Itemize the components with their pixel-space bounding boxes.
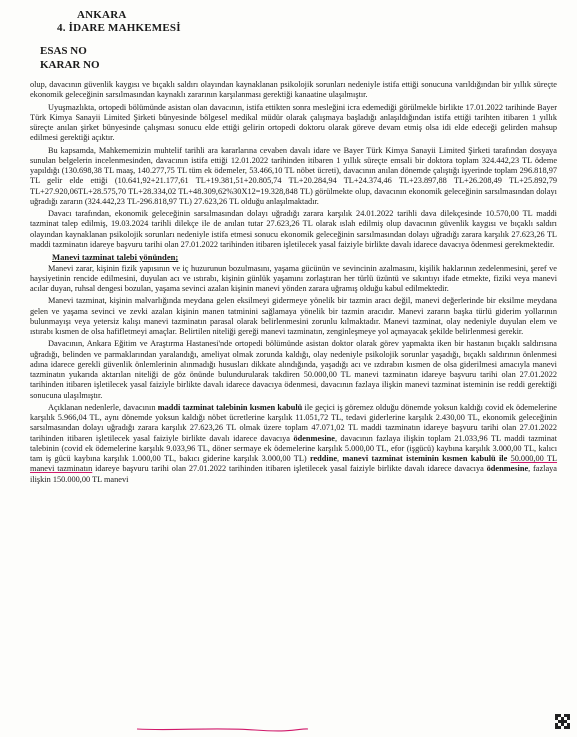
paragraph: Bu kapsamda, Mahkememizin muhtelif tarihli ara kararlarına cevaben davalı idare ve Bayer Türk Kimya Sanayii Limited Şirketi tarafından dosyaya sunulan belgelerin incelenmesinden, davacının istifa ettiği 12.01.2022 tarihinden itibaren 1 yıllık süreçte emsali bir doktora toplam 324.442,23 TL ödeme yapıldığı (130.698,38 TL maaş, 140.277,75 TL tüm ek ödemeler, 53.466,10 TL nöbet ücreti), davacının anılan dönemde çalıştığı işyerinde toplam 296.818,97 TL gelir elde ettiği (10.641,92+21.177,61 TL+19.381,51+20.805,74 TL+20.284,94 TL+24.374,46 TL+23.897,88 TL+26.208,49 TL+25.892,79 TL+27.920,06TL+28.575,70 TL+28.334,02 TL+48.309,62%30X12=19.328,848 TL) görülmekte olup, davacının ekonomik geleceğinin sarsılmasından dolayı uğradığı zararın (324.442,23 TL-296.818,97 TL) 27.623,26 TL olduğu anlaşılmaktadır. <box>30 145 557 206</box>
verdict-text: Açıklanan nedenlerle, davacının <box>48 402 158 412</box>
paragraph: Davacının, Ankara Eğitim ve Araştırma Hastanesi'nde ortopedi bölümünde asistan doktor olarak görev yapmakta iken bir hastanın bıçaklı saldırısına uğradığı, belinden ve parmaklarından yaralandığı, ameliyat olmak zorunda kaldığı, olay nedeniyle psikolojik sorunlar yaşadığı, bıçaklı saldırının önlenmesi adına idarece gerekli güvenlik önlemlerinin alınmadığı hususları dikkate alındığında, yaşadığı acı ve ızdırabın kısmen de olsa giderilmesi amacıyla manevi tazminatın yukarıda aktarılan niteliği de göz önünde bulundurularak takdiren 50.000,00 TL manevi tazminatın idareye başvuru tarihi olan 27.01.2022 tarihinden itibaren işletilecek yasal faiziyle birlikte davalı idarece davacıya ödenmesi, davacının fazlaya ilişkin manevi tazminat isteminin ise reddi gerektiği sonucuna ulaşılmıştır. <box>30 339 557 400</box>
handwritten-underline <box>135 726 310 732</box>
section-title: Manevi tazminat talebi yönünden; <box>52 252 179 262</box>
city-name: ANKARA <box>77 9 127 21</box>
verdict-text: , fazlaya ilişkin 150.000,00 TL manevi <box>30 464 557 484</box>
verdict-bold-text: ödenmesine <box>486 464 529 474</box>
court-header <box>57 9 181 35</box>
verdict-bold-text: manevi tazminat isteminin kısmen kabulü ile <box>342 454 508 463</box>
paragraph: Manevi tazminat, kişinin malvarlığında meydana gelen eksilmeyi gidermeye yönelik bir tazmin aracı değil, manevi değerlerinde bir eksilme meydana gelen ve yaşama sevinci ve zevki azalan kişinin manen tatminini sağlamaya yönelik bir tazmin aracıdır. Manevi zararın başka türlü giderim yollarının bulunmayışı veya yetersiz kalışı manevi tazminatın parasal olarak belirlenmesini zorunlu kılmaktadır. Manevi tazminat, olay nedeniyle duyulan elem ve ıstırabı kısmen de olsa hafifletmeyi amaçlar. Belirtilen niteliği gereği manevi tazminatın, zenginleşmeye yol açmayacak şekilde belirlenmesi gerekir. <box>30 296 557 336</box>
verdict-bold-text: maddi tazminat talebinin kısmen kabulü <box>157 402 303 412</box>
verdict-bold-text: ödenmesine <box>293 433 335 443</box>
esas-no-label: ESAS NO <box>40 45 87 57</box>
qr-code-icon <box>555 714 570 729</box>
paragraph: Uyuşmazlıkta, ortopedi bölümünde asistan olan davacının, istifa ettikten sonra mesleğini icra edemediği görülmekle birlikte 17.01.2022 tarihinde Bayer Türk Kimya Sanayii Limited Şirketi bünyesinde bölgesel medikal müdür olarak çalışmaya başladığı anlaşıldığından istifa ettiği tarihten itibaren 1 yıllık süreçte anılan şirket bünyesinde çalışması sonucu elde ettiği gelirin ortopedi doktoru olarak göreve devam etmiş olsa idi elde edeceği gelirden mahsup edilmesi gerektiği açıktır. <box>30 102 557 143</box>
verdict-paragraph <box>30 403 557 485</box>
verdict-text: , davacının fazlaya ilişkin toplam 21.033,96 TL maddi tazminat talebinin (covid ek ödemelerine karşılık 9.033,96 TL, döner sermaye ek ödemelerine karşılık 5.000,00 TL, efor (işgücü) kaybına karşılık 3.000,00 TL, kalıcı tam iş gücü kaybına karşılık 1.000,00 TL, bakıcı giderine karşılık 3.000,00 TL) <box>30 433 557 463</box>
case-references <box>40 44 100 72</box>
paragraph: Manevi zarar, kişinin fizik yapısının ve iç huzurunun bozulmasını, yaşama gücünün ve sevincinin azalmasını, kişilik haklarının zedelenmesini, şeref ve haysiyetinin rencide edilmesini, duyulan acı ve ıstırabı, kişinin günlük yaşamını zorlaştıran her türlü üzüntü ve sıkıntıyı ifade etmekte, fiziki veya manevi acılar duyan, ruhsal dengesi bozulan, yaşama sevinci azalan kişinin manevi yönden zarara uğramış olduğu kabul edilmektedir. <box>30 263 557 293</box>
underlined-amount: 50.000,00 TL manevi tazminatın <box>30 454 558 474</box>
paragraph: Davacı tarafından, ekonomik geleceğinin sarsılmasından dolayı uğradığı zarara karşılık 24.01.2022 tarihli dava dilekçesinde 10.570,00 TL maddi tazminat talep edilmiş, 19.03.2024 tarihli dilekçe ile de anılan tutar 27.623,26 TL olarak ıslah edilmiş olup davacının güvenlik kaygısı ve bıçaklı saldırı olayından kaynaklanan psikolojik sorunları nedeniyle istifa etmesi sonucu ekonomik geleceğinin sarsılmasından dolayı uğradığı zarara karşılık 27.623,26 TL maddi tazminatın idareye başvuru tarihi olan 27.01.2022 tarihinden itibaren işletilecek yasal faiziyle birlikte davalı idarece davacıya ödenmesi gerekmektedir. <box>30 209 557 249</box>
court-name: 4. İDARE MAHKEMESİ <box>57 22 181 34</box>
verdict-text: ile geçici iş göremez olduğu dönemde yoksun kaldığı covid ek ödemelerine karşılık 5.966,04 TL, aynı dönemde yoksun kaldığı nöbet ücretlerine karşılık 11.051,72 TL, tedavi giderlerine karşılık 2.430,00 TL, ekonomik geleceğinin sarsılmasından dolayı uğradığı zarara karşılık 27.623,26 TL olmak üzere toplam 47.071,02 TL maddi tazminatın idareye başvuru tarihi olan 27.01.2022 tarihinden itibaren işletilecek yasal faiziyle birlikte davalı idarece davacıya <box>30 402 557 443</box>
paragraph: olup, davacının güvenlik kaygısı ve bıçaklı saldırı olayından kaynaklanan psikolojik sorunları nedeniyle istifa ettiği sonucuna varıldığından bir yıllık süreçte ekonomik geleceğinin sarsılmasından kaynaklı zararının karşılanması gerektiği kanaatine ulaşılmıştır. <box>30 80 557 100</box>
verdict-bold-text: reddine <box>309 454 337 463</box>
karar-no-label: KARAR NO <box>40 59 100 71</box>
verdict-text: idareye başvuru tarihi olan 27.01.2022 tarihinden itibaren işletilecek yasal faiziyle birlikte davalı idarece davacıya <box>92 464 487 474</box>
document-body <box>30 80 557 487</box>
verdict-text: , <box>337 454 343 463</box>
